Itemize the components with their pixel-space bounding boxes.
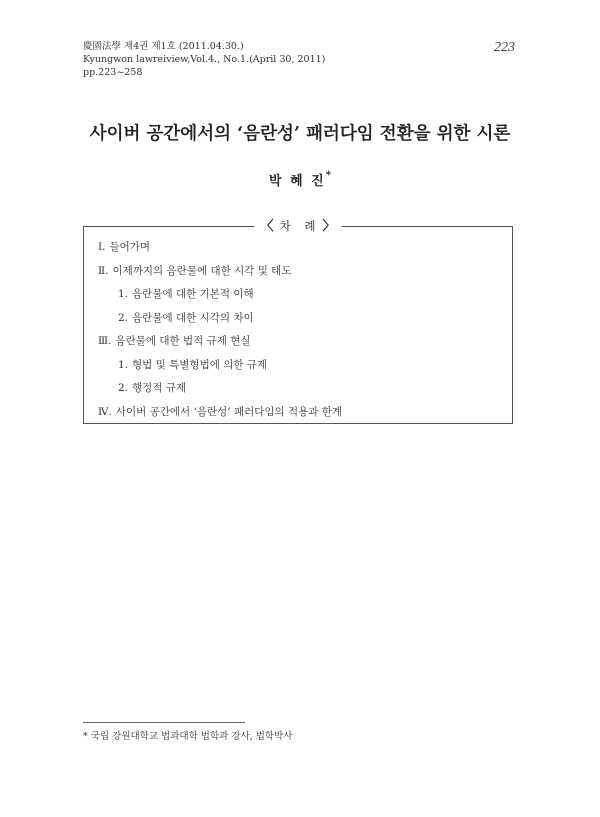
toc-item-section-2-2	[98, 307, 342, 331]
toc-item-section-3-1	[98, 354, 342, 378]
toc-right-bracket: 〉	[322, 219, 336, 234]
toc-item-section-2-1	[98, 283, 342, 307]
toc-item-label: 음란물에 대한 시각의 차이	[132, 311, 254, 324]
page-number: 223	[494, 40, 515, 55]
toc-item-number: 1.	[118, 358, 129, 371]
footnote-mark: *	[83, 731, 88, 742]
author-line	[0, 170, 600, 189]
toc-item-section-3	[98, 330, 342, 354]
toc-item-label: 이제까지의 음란물에 대한 시각 및 태도	[112, 264, 292, 277]
author-footnote	[83, 728, 292, 742]
author-name: 박 혜 진	[269, 174, 326, 189]
toc-item-number: Ⅳ.	[98, 405, 112, 418]
toc-item-label: 음란물에 대한 법적 규제 현실	[115, 335, 251, 347]
toc-item-label: 사이버 공간에서 ‘음란성’ 패러다임의 적용과 한계	[115, 405, 343, 418]
toc-left-bracket: 〈	[260, 219, 274, 234]
toc-item-section-2	[98, 260, 342, 284]
journal-citation-english: Kyungwon lawreiview,Vol.4., No.1.(April 30, 2011)	[83, 54, 326, 65]
journal-header	[83, 40, 325, 79]
toc-item-number: 2.	[118, 382, 129, 394]
page-range: pp.223~258	[83, 67, 143, 78]
journal-citation-korean: 慶園法學 제4권 제1호 (2011.04.30.)	[83, 41, 244, 52]
toc-item-number: Ⅰ.	[98, 241, 106, 253]
toc-item-number: 1.	[118, 288, 129, 300]
author-footnote-mark: *	[325, 169, 331, 181]
footnote-divider	[83, 722, 245, 723]
toc-item-number: Ⅲ.	[98, 335, 112, 347]
toc-item-label: 들어가며	[109, 241, 151, 253]
toc-heading	[255, 218, 342, 235]
toc-item-label: 음란물에 대한 기본적 이해	[132, 288, 254, 300]
toc-list	[98, 236, 342, 424]
toc-item-label: 형법 및 특별형법에 의한 규제	[132, 358, 268, 371]
toc-item-number: 2.	[118, 311, 129, 324]
toc-heading-label: 차 례	[279, 219, 321, 233]
toc-item-label: 행정적 규제	[132, 382, 187, 394]
toc-item-section-3-2	[98, 377, 342, 401]
toc-item-section-1	[98, 236, 342, 260]
toc-item-number: Ⅱ.	[98, 264, 109, 277]
toc-item-section-4	[98, 401, 342, 425]
paper-title: 사이버 공간에서의 ‘음란성’ 패러다임 전환을 위한 시론	[89, 124, 511, 144]
footnote-text: 국립 강원대학교 법과대학 법학과 강사, 법학박사	[90, 731, 293, 742]
table-of-contents	[83, 219, 513, 424]
